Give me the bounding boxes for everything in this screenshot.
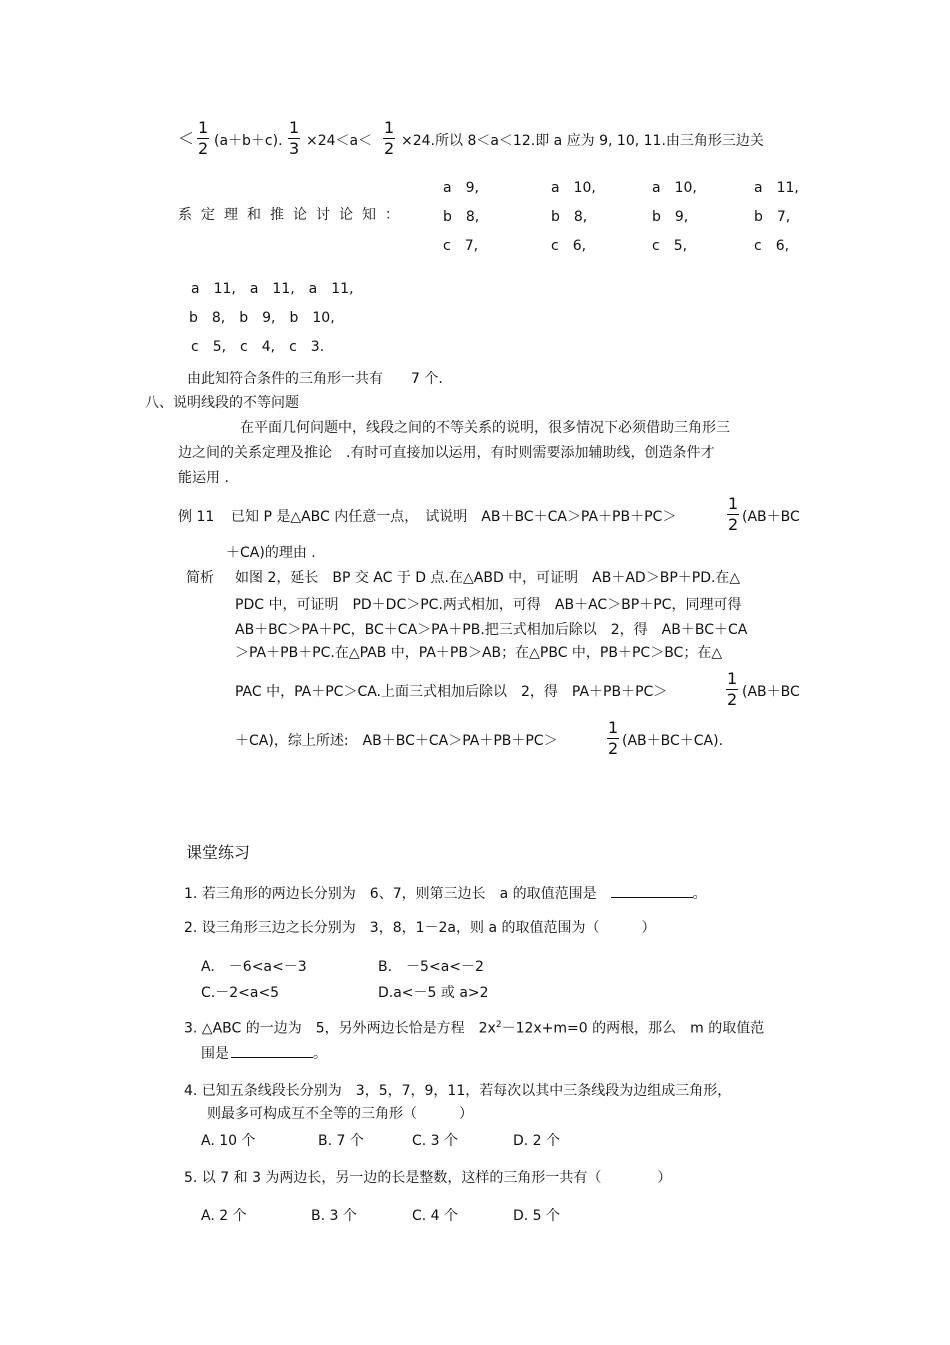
math-text: (a＋b＋c). xyxy=(214,133,283,149)
example-text-line2: ＋CA)的理由 . xyxy=(226,545,316,561)
question-text: －12x+m=0 的两根，那么 m 的取值范 xyxy=(501,1020,765,1037)
triple-row-b: b 8, b 9, b 10, xyxy=(189,310,335,326)
triple-a: a 10, xyxy=(652,180,697,196)
triple-a: a 10, xyxy=(551,180,596,196)
analysis-line: 如图 2，延长 BP 交 AC 于 D 点.在△ABD 中，可证明 AB＋AD＞BP＋PD.在△ xyxy=(235,570,741,586)
practice-title: 课堂练习 xyxy=(186,843,251,862)
fraction-one-half xyxy=(726,671,738,708)
option-c: C.－2<a<5 xyxy=(201,985,280,1001)
triple-c: c 6, xyxy=(551,238,587,254)
fraction-numerator: 1 xyxy=(198,118,209,137)
fraction-numerator: 1 xyxy=(289,118,300,137)
fraction-denominator: 2 xyxy=(727,690,738,709)
math-text: ×24.所以 8＜a＜12.即 a 应为 9, 10, 11.由三角形三边关 xyxy=(401,133,764,149)
option-b: B. 7 个 xyxy=(318,1133,364,1149)
fraction-one-half xyxy=(383,120,395,157)
question-4: 4. 已知五条线段长分别为 3，5，7，9，11，若每次以其中三条线段为边组成三角形， xyxy=(184,1083,732,1099)
question-1 xyxy=(184,885,707,901)
option-a: A. 10 个 xyxy=(201,1133,256,1149)
example-text-tail: (AB＋BC xyxy=(742,509,800,525)
analysis-line-tail: (AB＋BC xyxy=(742,684,800,700)
fraction-one-half xyxy=(727,496,739,533)
triple-row-c: c 5, c 4, c 3. xyxy=(191,339,325,355)
analysis-line: AB＋BC＞PA＋PC，BC＋CA＞PA＋PB.把三式相加后除以 2，得 AB＋BC＋CA xyxy=(235,622,748,638)
example-text: 已知 P 是△ABC 内任意一点， 试说明 AB＋BC＋CA＞PA＋PB＋PC＞ xyxy=(231,509,677,525)
option-b: B. －5<a<－2 xyxy=(378,959,484,975)
theorem-label: 系定理和推论讨论知： xyxy=(178,207,408,223)
question-3 xyxy=(184,1021,764,1036)
section-title: 八、说明线段的不等问题 xyxy=(145,395,299,411)
option-d: D. 2 个 xyxy=(513,1133,561,1149)
fraction-denominator: 2 xyxy=(384,139,395,158)
fraction-denominator: 2 xyxy=(198,139,209,158)
analysis-line: ＋CA)，综上所述: AB＋BC＋CA＞PA＋PB＋PC＞ xyxy=(235,733,558,749)
fraction-denominator: 3 xyxy=(289,139,300,158)
question-5: 5. 以 7 和 3 为两边长，另一边的长是整数，这样的三角形一共有（ ） xyxy=(184,1170,672,1186)
answer-blank xyxy=(611,885,693,898)
option-d: D. 5 个 xyxy=(513,1208,561,1224)
triple-a: a 9, xyxy=(443,180,479,196)
analysis-line: ＞PA＋PB＋PC.在△PAB 中，PA＋PB＞AB；在△PBC 中，PB＋PC＞BC；在△ xyxy=(235,645,723,661)
question-text: 3. △ABC 的一边为 5，另外两边长恰是方程 2x xyxy=(184,1020,496,1037)
fraction-numerator: 1 xyxy=(608,718,619,737)
option-a: A. －6<a<－3 xyxy=(201,959,307,975)
paragraph-line: 在平面几何问题中，线段之间的不等关系的说明，很多情况下必须借助三角形三 xyxy=(240,420,730,436)
superscript: 2 xyxy=(495,1020,502,1030)
fraction-numerator: 1 xyxy=(728,494,739,513)
option-c: C. 3 个 xyxy=(412,1133,459,1149)
analysis-line: PAC 中，PA＋PC＞CA.上面三式相加后除以 2，得 PA＋PB＋PC＞ xyxy=(235,684,668,700)
triple-a: a 11, xyxy=(754,180,799,196)
option-b: B. 3 个 xyxy=(311,1208,357,1224)
triple-row-a: a 11, a 11, a 11, xyxy=(191,281,354,297)
option-c: C. 4 个 xyxy=(412,1208,459,1224)
fraction-numerator: 1 xyxy=(384,118,395,137)
triple-c: c 5, xyxy=(652,238,688,254)
question-text: 1. 若三角形的两边长分别为 6、7，则第三边长 a 的取值范围是 xyxy=(184,886,597,902)
question-4-line2: 则最多可构成互不全等的三角形（ ） xyxy=(207,1106,473,1122)
analysis-line-tail: (AB＋BC＋CA). xyxy=(622,733,724,749)
fraction-one-half xyxy=(197,120,209,157)
triple-b: b 7, xyxy=(754,209,791,225)
analysis-line: PDC 中，可证明 PD＋DC＞PC.两式相加，可得 AB＋AC＞BP＋PC，同理可得 xyxy=(235,597,742,613)
fraction-denominator: 2 xyxy=(608,739,619,758)
fraction-numerator: 1 xyxy=(727,669,738,688)
question-text-end: 。 xyxy=(313,1046,327,1062)
triple-c: c 7, xyxy=(443,238,479,254)
answer-blank xyxy=(231,1045,313,1058)
fraction-denominator: 2 xyxy=(728,515,739,534)
paragraph-line: 能运用 . xyxy=(178,470,229,486)
question-3-line2 xyxy=(201,1045,327,1061)
triple-b: b 8, xyxy=(443,209,480,225)
fraction-one-half xyxy=(607,720,619,757)
triple-c: c 6, xyxy=(754,238,790,254)
option-a: A. 2 个 xyxy=(201,1208,247,1224)
triple-b: b 9, xyxy=(652,209,689,225)
question-text-end: 。 xyxy=(692,886,707,902)
example-label: 例 11 xyxy=(178,509,215,525)
paragraph-line: 边之间的关系定理及推论 .有时可直接加以运用，有时则需要添加辅助线，创造条件才 xyxy=(178,445,715,461)
question-2: 2. 设三角形三边之长分别为 3，8，1－2a，则 a 的取值范围为（ ） xyxy=(184,920,656,936)
math-text: ×24＜a＜ xyxy=(306,133,373,149)
question-text: 围是 xyxy=(201,1046,229,1062)
triple-b: b 8, xyxy=(551,209,588,225)
less-than-symbol: ＜ xyxy=(178,129,195,148)
option-d: D.a<－5 或 a>2 xyxy=(378,985,489,1001)
analysis-label: 简析 xyxy=(186,570,214,586)
conclusion-text: 由此知符合条件的三角形一共有 7 个. xyxy=(187,371,443,387)
fraction-one-third xyxy=(288,120,300,157)
